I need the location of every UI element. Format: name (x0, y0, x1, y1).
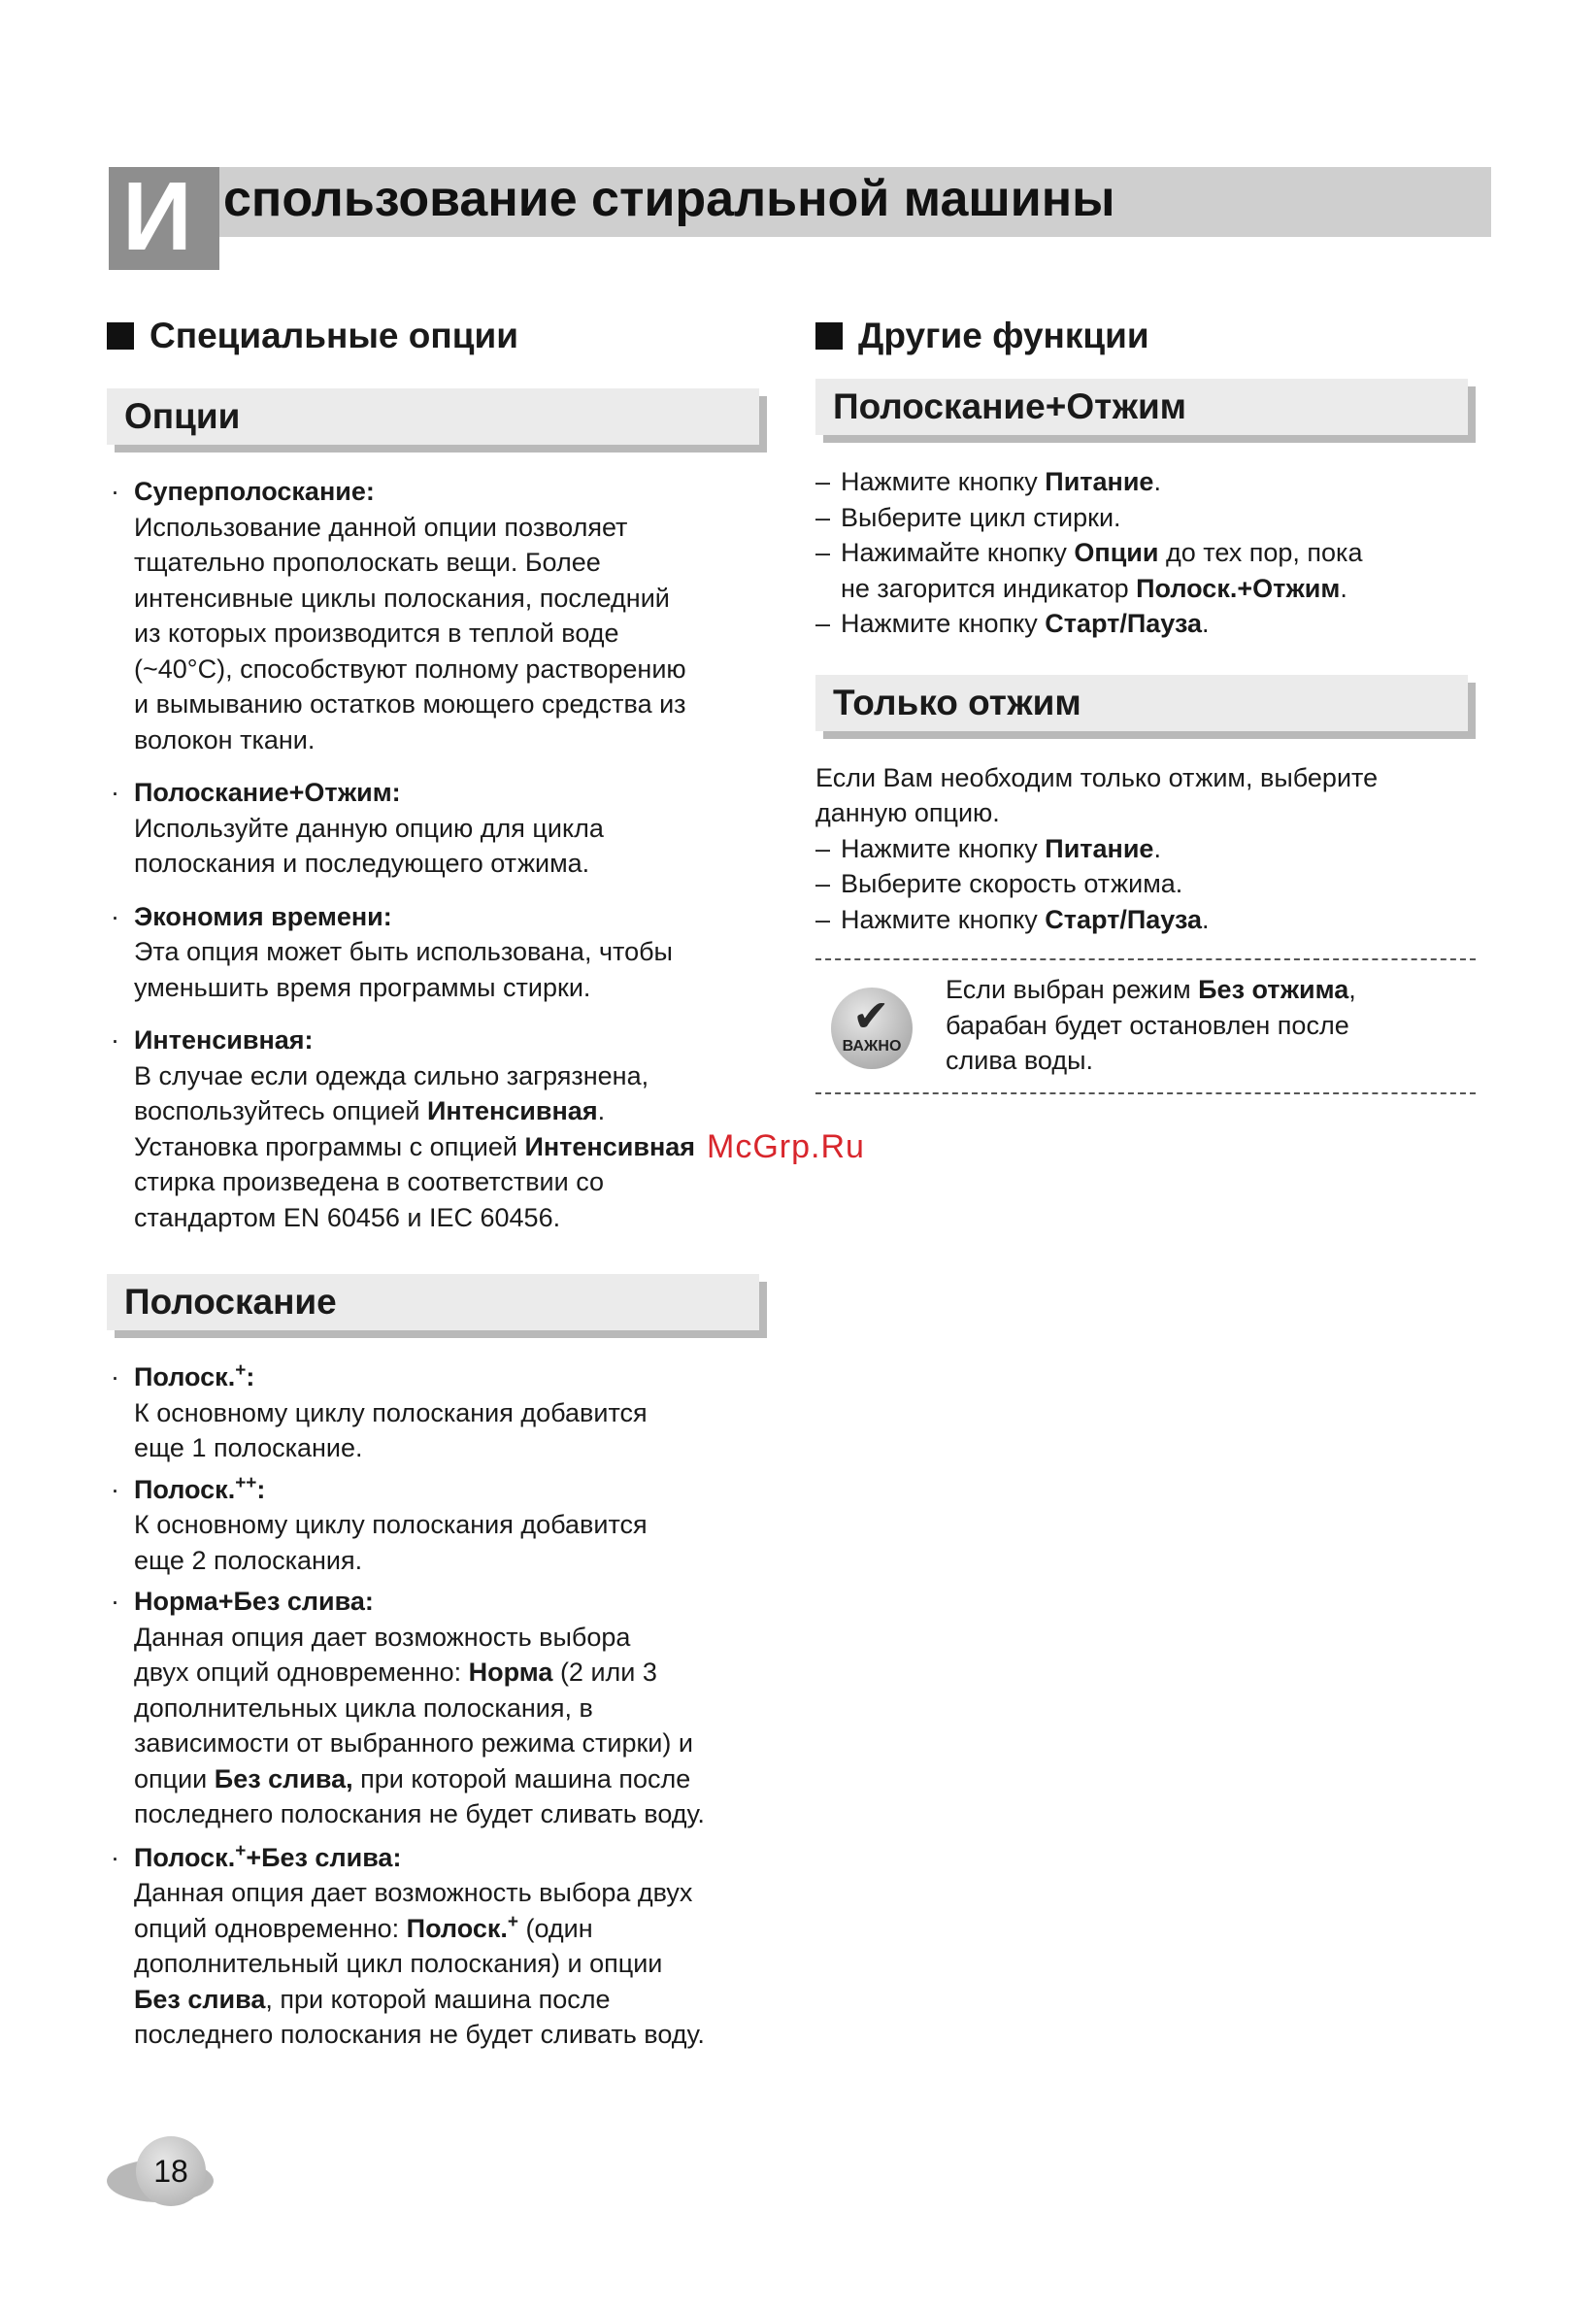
page-title: спользование стиральной машины (223, 171, 1115, 227)
bullet-icon: · (111, 901, 119, 931)
important-note (815, 958, 1476, 1094)
option-item: · Интенсивная: В случае если одежда сильно загрязнена, воспользуйтесь опцией Интенсивная. Установка программы с опцией Интенсивная стирка произведена в соответствии со стандартом EN 60456 и IEC 60456. (107, 1022, 767, 1235)
bullet-icon: · (111, 778, 119, 807)
left-column (107, 311, 767, 2070)
page-number-badge (107, 2136, 223, 2206)
rinse-item: · Норма+Без слива: Данная опция дает возможность выбора двух опций одновременно: Норма (2 или 3 дополнительных цикла полоскания, в зависимости от выбранного режима стирки) и опции Без слива, при которой машина после последнего полоскания не будет сливать воду. (107, 1584, 767, 1832)
subheading-rinse: Полоскание (107, 1274, 767, 1338)
page-title-bar (109, 162, 1491, 271)
spin-only-steps: Если Вам необходим только отжим, выберите данную опцию. – Нажмите кнопку Питание. – Выберите скорость отжима. – Нажмите кнопку Старт/Пауза. (815, 762, 1379, 934)
page-number: 18 (153, 2154, 188, 2189)
bullet-icon: · (111, 1842, 119, 1872)
option-item: · Суперполоскание: Использование данной опции позволяет тщательно прополоскать вещи. Более интенсивные циклы полоскания, последний из которых производится в теплой воде (~40°C), способствуют полному растворению и вымыванию остатков моющего средства из волокон ткани. (107, 474, 767, 757)
right-column (815, 311, 1476, 1094)
bullet-icon: · (111, 1025, 119, 1055)
option-item: · Экономия времени: Эта опция может быть использована, чтобы уменьшить время программы стирки. (107, 899, 767, 1006)
bullet-icon: · (111, 477, 119, 506)
section-heading-special: Специальные опции (107, 311, 767, 361)
subheading-rinse-spin: Полоскание+Отжим (815, 379, 1476, 443)
bullet-icon: · (111, 1474, 119, 1504)
title-initial: И (122, 162, 192, 271)
rinse-spin-steps: – Нажмите кнопку Питание. – Выберите цикл стирки. – Нажимайте кнопку Опции до тех пор, пока не загорится индикатор Полоск.+Отжим. – Нажмите кнопку Старт/Пауза. (815, 467, 1363, 638)
important-icon: ✔ ВАЖНО (831, 988, 913, 1069)
title-initial-box (109, 162, 219, 271)
rinse-item: · Полоск.++Без слива: Данная опция дает возможность выбора двух опций одновременно: Полоск.+ (один дополнительный цикл полоскания) и опции Без слива, при которой машина после последнего полоскания не будет сливать воду. (111, 1840, 705, 2049)
option-item: · Полоскание+Отжим: Используйте данную опцию для цикла полоскания и последующего отжима. (107, 775, 767, 882)
subheading-options: Опции (107, 388, 767, 452)
section-heading-other: Другие функции (815, 311, 1476, 361)
checkmark-icon: ✔ (852, 990, 890, 1041)
bullet-icon: · (111, 1587, 119, 1616)
rinse-item: · Полоск.++: К основному циклу полоскания добавится еще 2 полоскания. (111, 1472, 648, 1575)
watermark: McGrp.Ru (707, 1128, 865, 1165)
rinse-item: · Полоск.+: К основному циклу полоскания добавится еще 1 полоскание. (111, 1360, 648, 1462)
square-bullet-icon (107, 322, 134, 350)
bullet-icon: · (111, 1362, 119, 1391)
note-text: Если выбран режим Без отжима, барабан будет остановлен после слива воды. (946, 975, 1356, 1075)
square-bullet-icon (815, 322, 843, 350)
subheading-spin-only: Только отжим (815, 675, 1476, 739)
